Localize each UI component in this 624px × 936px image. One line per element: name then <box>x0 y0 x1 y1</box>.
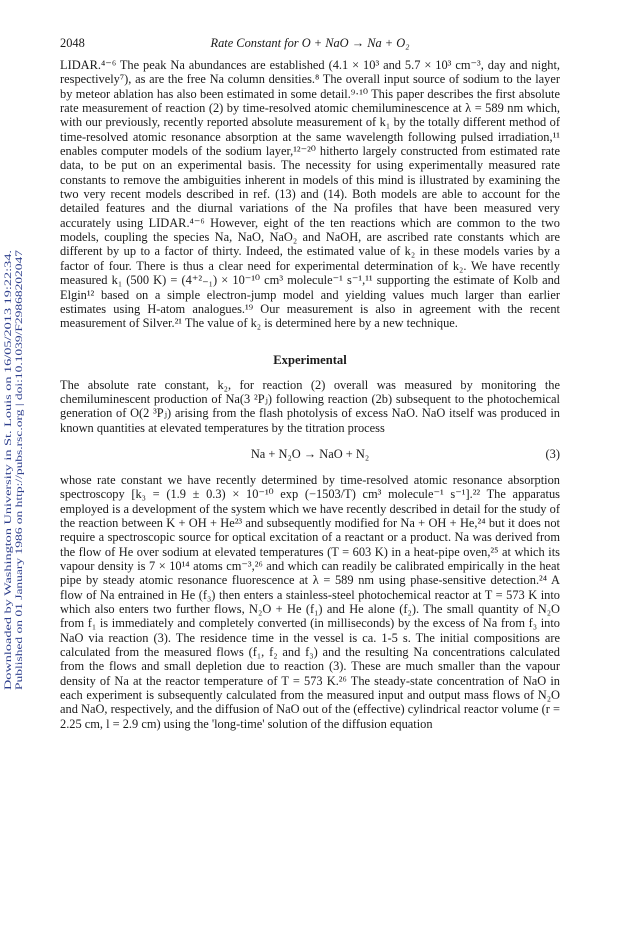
running-title: Rate Constant for O + NaO → Na + O₂ <box>210 36 410 50</box>
experimental-paragraph: whose rate constant we have recently determined by time-resolved atomic resonance absorption spectroscopy [k₃ = (1.9 ± 0.3) × 10⁻¹⁰ exp (−1503/T) cm³ molecule⁻¹ s⁻¹].²² The apparatus employed is a development of the system which we have recently described in detail for the study of the reaction between K + OH + He²³ and subsequently modified for Na + OH + He,²⁴ but it does not require a spectroscopic source for optical excitation of a reactant or a product. Na was derived from the flow of He over sodium at elevated temperatures (T = 603 K) in a heat-pipe oven,²⁵ at which its vapour density is 7 × 10¹⁴ atoms cm⁻³,²⁶ and which can readily be calibrated empirically in the heat pipe by steady atomic resonance fluorescence at λ = 589 nm using phase-sensitive detection.²⁴ A flow of Na entrained in He (f₃) then enters a stainless-steel photochemical reactor at T = 573 K into which also enters two further flows, N₂O + He (f₁) and He alone (f₂). The small quantity of N₂O from f₁ is immediately and completely converted (in milliseconds) by the excess of Na from f₃ into NaO via reaction (3). The residence time in the vessel is ca. 1-5 s. The initial compositions are calculated from the measured flows (f₁, f₂ and f₃) and the resulting Na concentrations calculated from the flows and small depletion due to reaction (3). These are much smaller than the vapour density of Na at the reactor temperature of T = 573 K.²⁶ The steady-state concentration of NaO in each experiment is subsequently calculated from the measured input and output mass flows of N₂O and NaO, respectively, and the diffusion of NaO out of the (effective) cylindrical reactor volume (r = 2.25 cm, l = 2.9 cm) using the 'long-time' solution of the diffusion equation <box>60 472 560 731</box>
equation-3 <box>60 447 560 463</box>
intro-paragraph: LIDAR.⁴⁻⁶ The peak Na abundances are established (4.1 × 10³ and 5.7 × 10³ cm⁻³, day and night, respectively⁷), as are the free Na column densities.⁸ The overall input source of sodium to the layer by meteor ablation has also been estimated in some detail.⁹·¹⁰ This paper describes the first absolute rate measurement of reaction (2) by time-resolved atomic chemiluminescence at λ = 589 nm which, with our previously, recently reported absolute measurement of k₁ by the totally different method of time-resolved atomic resonance absorption at the same wavelength following pulsed irradiation,¹¹ enables computer models of the sodium layer,¹²⁻²⁰ hitherto largely constructed from estimated rate data, to be put on an experimental basis. The necessity for using experimentally measured rate constants to remove the ambiguities inherent in models of this mind is illustrated by examining the two very recent models described in ref. (13) and (14). Both models are able to account for the detailed features and the diurnal variations of the Na profiles that have been measured very accurately using LIDAR.⁴⁻⁶ However, eight of the ten reactions which are common to the two models, coupling the species Na, NaO, NaO₂ and NaOH, are ascribed rate constants which are different by up to a factor of thirty. Indeed, the estimated value of k₂ in these models varies by a factor of four. There is thus a clear need for experimental determination of k₂. We have recently measured k₁ (500 K) = (4⁺²₋₁) × 10⁻¹⁰ cm³ molecule⁻¹ s⁻¹,¹¹ supporting the estimate of Kolb and Elgin¹² based on a simple electron-jump model and yielding values much larger than earlier estimates using H-atom analogues.¹⁹ Our measurement is also in agreement with the recent measurement of Silver.²¹ The value of k₂ is determined here by a new technique. <box>60 58 560 331</box>
experimental-paragraph: The absolute rate constant, k₂, for reaction (2) overall was measured by monitoring the chemiluminescent production of Na(3 ²Pⱼ) following reaction (2b) subsequent to the photochemical generation of O(2 ³Pⱼ) arising from the flash photolysis of excess NaO. NaO itself was produced in known quantities at elevated temperatures by the titration process <box>60 377 560 435</box>
article-body <box>60 58 560 731</box>
download-notice <box>2 250 24 690</box>
page-number: 2048 <box>60 36 85 50</box>
page-header <box>60 36 560 54</box>
equation-number: (3) <box>545 446 560 461</box>
equation-text: Na + N₂O → NaO + N₂ <box>250 446 370 461</box>
publication-notice-line[interactable]: Published on 01 January 1986 on http://pubs.rsc.org | doi:10.1039/F29868202047 <box>14 389 24 690</box>
download-notice-line[interactable]: Downloaded by Washington University in St. Louis on 16/05/2013 19:22:34. <box>3 406 13 690</box>
section-heading: Experimental <box>273 352 347 367</box>
